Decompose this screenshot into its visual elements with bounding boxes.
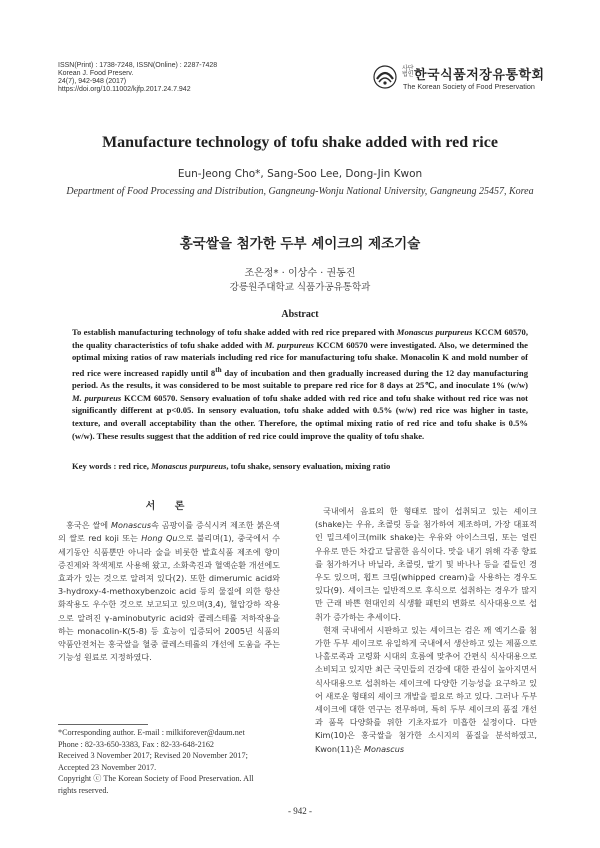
page-number: - 942 - [288,806,312,816]
society-name-english: The Korean Society of Food Preservation [403,82,535,91]
abstract-italic: Monascus purpureus [396,327,473,337]
authors-english: Eun-Jeong Cho*, Sang-Soo Lee, Dong-Jin Kwon [177,168,423,180]
abstract-heading: Abstract [281,309,319,320]
abstract-run: day of incubation and then gradually increased during the 12 day manufacturing period. As the results, it was considered to be most suitable to prepare red rice for 8 days at 25℃, and inoculate 1% (w/w) [72,367,528,391]
text-italic: Monascus [364,743,405,754]
keywords-run: , tofu shake, sensory evaluation, mixing ratio [226,461,391,471]
abstract-run: KCCM 60570. Sensory evaluation of tofu shake added with red rice and tofu shake without red rice was not significantly different at p<0.05. In sensory evaluation, tofu shake added with 0.5% (w/w) red rice was higher in taste, texture, and overall acceptability than the other. Therefore, the optimal mixing ratio of red rice and tofu shake is 0.5% (w/w). These results suggest that the addition of red rice could improve the quality of tofu shake. [72,392,529,441]
left-column [58,500,280,664]
keywords-label: Key words : [72,461,117,471]
paper-title-english: Manufacture technology of tofu shake added with red rice [102,134,498,151]
text-run: 현재 국내에서 시판하고 있는 셰이크는 검은 깨 엑기스를 첨가한 두부 셰이크로 유일하게 국내에서 생산하고 있는 제품으로 나홀로족과 고령화 시대의 흐름에 맞추어 간편식 식사대용으로 소비되고 있지만 최근 국민들의 건강에 대한 관심이 높아지면서 식사대용으로 섭취하는 셰이크에 다양한 기능성을 요구하고 있어 새로운 형태의 셰이크 개발을 필요로 하고 있다. 그러나 두부 셰이크에 대한 연구는 전무하며, 특히 두부 셰이크의 품질 개선과 품목 다양화를 위한 기초자료가 미흡한 실정이다. 다만 Kim(10)은 홍국쌀을 첨가한 소시지의 품질을 분석하였고, Kwon(11)은 [315,624,537,754]
keywords-run: red rice, [116,461,152,471]
affiliation-english: Department of Food Processing and Distribution, Gangneung-Wonju National University, Gangneung 25457, Korea [66,186,534,197]
text-italic: Hong Qu [141,533,178,544]
footnote-accepted: Accepted 23 November 2017. [58,762,157,772]
text-run: 홍국은 쌀에 [66,520,112,531]
issn-line: ISSN(Print) : 1738-7248, ISSN(Online) : 2287-7428 [58,62,218,69]
abstract-run: To establish manufacturing technology of tofu shake added with red rice prepared with [72,327,397,337]
paper-title-korean: 홍국쌀을 첨가한 두부 셰이크의 제조기술 [179,236,421,252]
footnote-divider [58,724,148,725]
journal-header [58,62,217,94]
footnote [58,727,286,796]
logo-small-label: 사단법인 [402,65,414,78]
footnote-received: Received 3 November 2017; Revised 20 November 2017; [58,751,248,760]
society-emblem-icon [372,64,398,90]
keywords-italic: Monascus purpureus [151,461,227,471]
abstract-italic: M. purpureus [264,339,314,350]
abstract-italic: M. purpureus [72,392,122,403]
journal-name: Korean J. Food Preserv. [58,70,134,77]
doi-link[interactable]: https://doi.org/10.11002/kjfp.2017.24.7.942 [58,86,191,93]
text-italic: Monascus [111,520,152,531]
footnote-phone: Phone : 82-33-650-3383, Fax : 82-33-648-2162 [58,739,215,749]
abstract-superscript: th [215,365,222,374]
footnote-rights: rights reserved. [58,785,109,795]
affiliation-korean: 강릉원주대학교 식품가공유통학과 [229,282,371,293]
text-run: 속 곰팡이를 증식시켜 제조한 붉은색의 쌀로 red koji 또는 [58,520,280,544]
intro-paragraph-3 [315,624,537,756]
society-logo [372,62,562,94]
intro-paragraph-1 [58,519,280,664]
introduction-heading: 서 론 [145,501,193,512]
footnote-corresponding: *Corresponding author. E-mail : milkiforever@daum.net [58,728,245,737]
abstract-text [72,326,528,442]
abstract-run: KCCM 60570 were investigated. Also, we determined the optimal mixing ratios of raw materials including red rice for manufacturing tofu shake. Monacolin K and mold number of red rice were increased rapidly until 8 [72,339,528,378]
intro-paragraph-2: 국내에서 음료의 한 형태로 많이 섭취되고 있는 셰이크(shake)는 우유, 초콜릿 등을 첨가하여 제조하며, 가장 대표적인 밀크셰이크(milk shake)는 우유와 아이스크림, 또는 얼린 우유로 만든 차갑고 달콤한 음식이다. 맛을 내기 위해 각종 향료를 첨가하거나 바닐라, 초콜릿, 딸기 및 바나나 등을 곁들인 경우도 있으며, 휩트 크림(whipped cream)을 사용하는 경우도 있다(9). 셰이크는 일반적으로 후식으로 섭취하는 경우가 많지만 근래 바쁜 현대인의 식생활 패턴의 변화로 식사대용으로 섭취가 증가하는 추세이다. [315,506,537,622]
text-run: 으로 불리며(1), 중국에서 수세기동안 식품뿐만 아니라 술을 비롯한 발효식품 제조에 향미 증진제와 착색제로 사용해 왔고, 소화촉진과 혈액순환 개선에도 효과가 있는 것으로 알려져 있다(2). 또한 dimerumic acid와 3-hydroxy-4-methoxybenzoic acid 등의 물질에 의한 항산화작용도 우수한 것으로 보고되고 있으며(3,4), 혈압강하 작용으로 알려진 γ-aminobutyric acid와 콜레스테롤 저하작용을 하는 monacolin-K(5-8) 등 효능이 입증되어 2005년 식품의약품안전처는 홍국쌀을 혈중 콜레스테롤의 개선에 도움을 주는 기능성 원료로 지정하였다. [58,533,280,663]
authors-korean: 조은정* · 이상수 · 권동진 [244,268,356,279]
volume-line: 24(7), 942-948 (2017) [58,78,127,85]
footnote-copyright: Copyright ⓒ The Korean Society of Food Preservation. All [58,774,254,783]
right-column [315,505,537,756]
abstract-run: KCCM 60570, the quality characteristics of tofu shake added with [72,327,528,350]
society-name-korean: 한국식품저장유통학회 [414,68,545,83]
keywords [72,461,528,471]
